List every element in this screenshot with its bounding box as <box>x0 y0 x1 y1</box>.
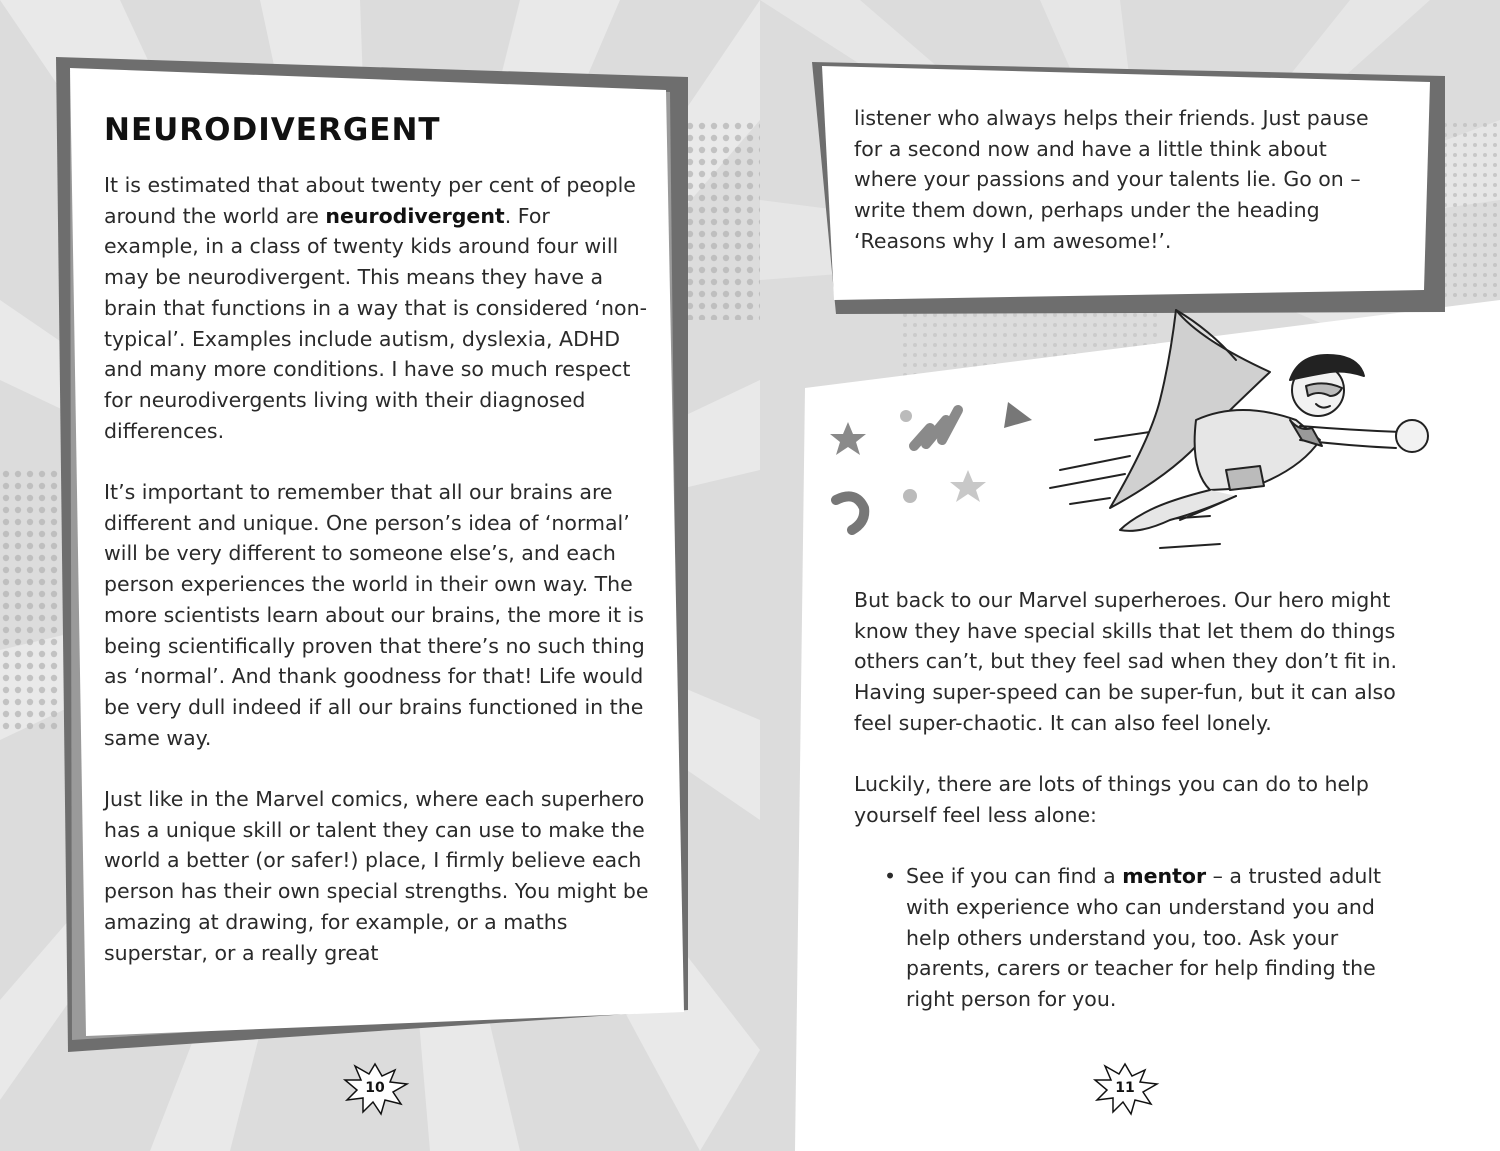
paragraph-text: It is estimated that about twenty per cent of people around the world are <box>104 173 636 228</box>
bold-term: neurodivergent <box>325 203 505 228</box>
right-page-body <box>854 585 1414 1015</box>
list-item <box>884 861 1414 1015</box>
paragraph: listener who always helps their friends. Just pause for a second now and have a little think about where your passions and your talents lie. Go on – write them down, perhaps under the heading ‘Reasons why I am awesome!’. <box>854 106 1369 253</box>
bullet-list <box>854 861 1414 1015</box>
list-item-text: – a trusted adult with experience who can understand you and help others understand you, too. Ask your parents, carers or teacher for help finding the right person for you. <box>906 864 1382 1012</box>
paragraph: Just like in the Marvel comics, where each superhero has a unique skill or talent they can use to make the world a better (or safer!) place, I firmly believe each person has their own special strengths. You might be amazing at drawing, for example, or a maths superstar, or a really great <box>104 787 649 965</box>
paragraph <box>104 170 649 446</box>
paragraph: It’s important to remember that all our brains are different and unique. One person’s idea of ‘normal’ will be very different to someone else’s, and each person experiences the world in their own way. The more scientists learn about our brains, the more it is being scientifically proven that there’s no such thing as ‘normal’. And thank goodness for that! Life would be very dull indeed if all our brains functioned in the same way. <box>104 480 645 750</box>
paragraph: Luckily, there are lots of things you can do to help yourself feel less alone: <box>854 772 1369 827</box>
list-item-text: See if you can find a <box>906 864 1123 889</box>
right-top-box-text <box>854 103 1394 257</box>
section-title: NEURODIVERGENT <box>104 112 441 148</box>
page-number-right: 11 <box>1115 1080 1135 1096</box>
left-page-body <box>104 170 649 999</box>
bullet-icon: • <box>884 864 897 889</box>
paragraph-text: . For example, in a class of twenty kids around four will may be neurodivergent. This means they have a brain that functions in a way that is considered ‘non-typical’. Examples include autism, dyslexia, ADHD and many more conditions. I have so much respect for neurodivergents living with their diagnosed differences. <box>104 203 647 443</box>
paragraph: But back to our Marvel superheroes. Our hero might know they have special skills that let them do things others can’t, but they feel sad when they don’t fit in. Having super-speed can be super-fun, but it can also feel super-chaotic. It can also feel lonely. <box>854 588 1397 735</box>
bold-term: mentor <box>1122 864 1207 889</box>
page-number-left: 10 <box>365 1080 385 1096</box>
